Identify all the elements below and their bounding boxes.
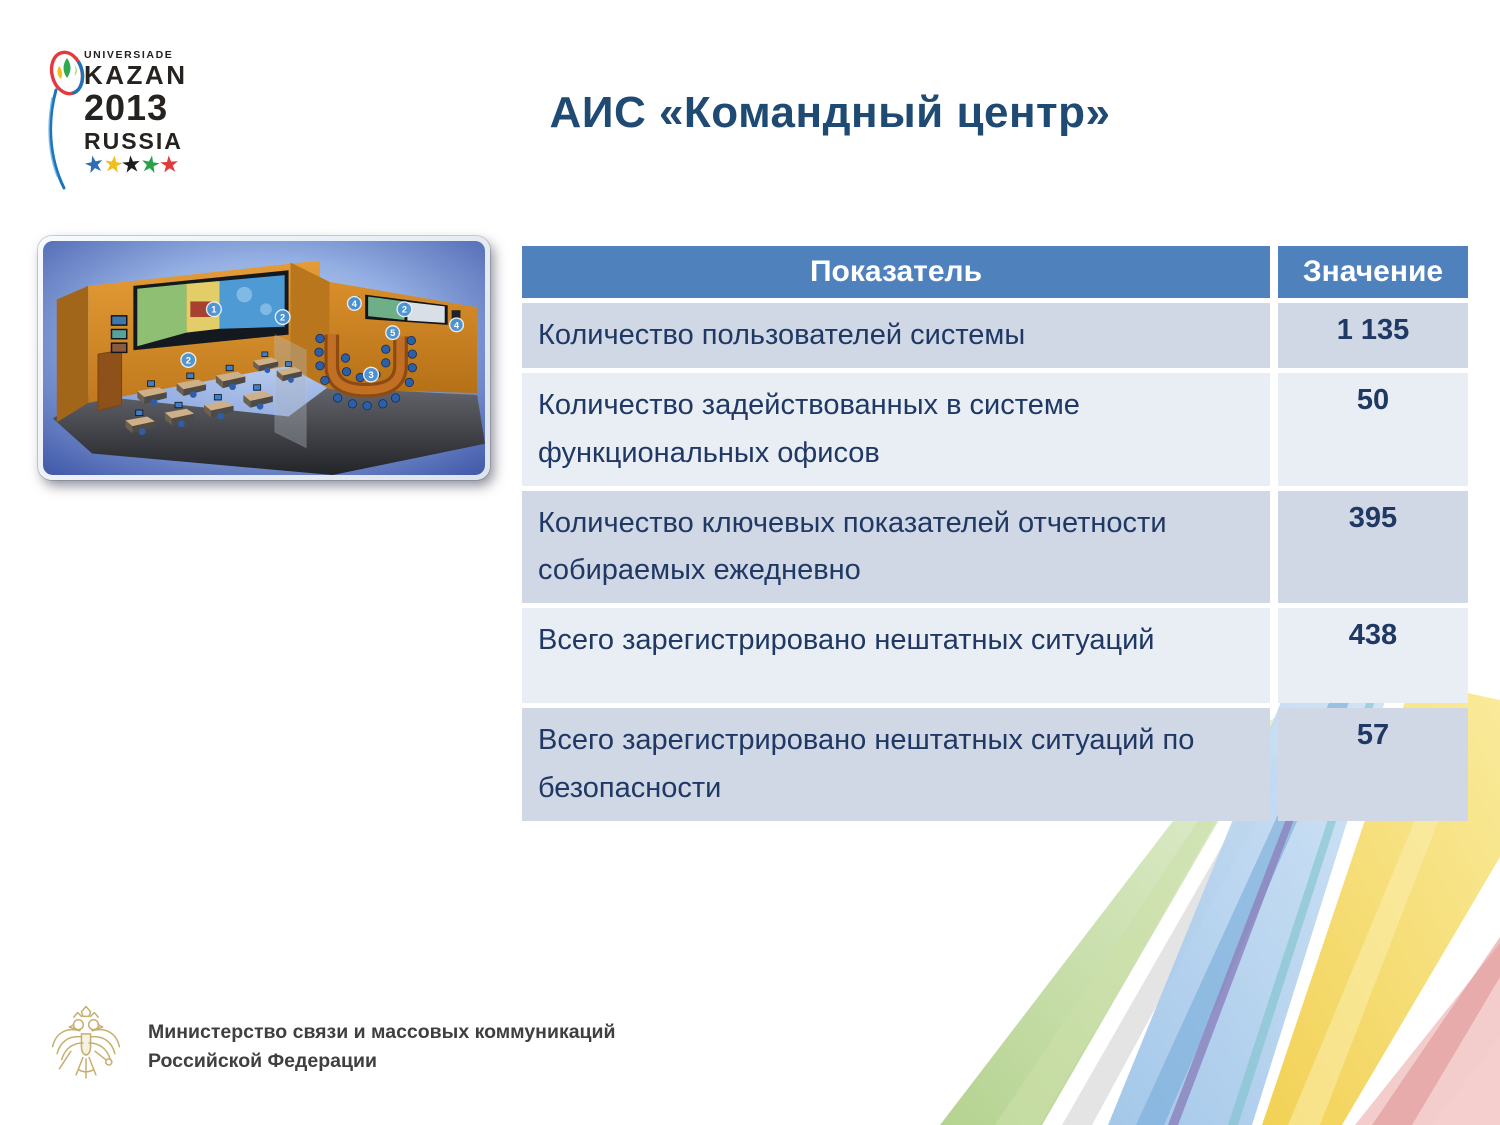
table-row-indicator: Количество пользователей системы (522, 303, 1270, 368)
ministry-eagle-icon (48, 1004, 124, 1088)
table-header-indicator: Показатель (522, 246, 1270, 298)
svg-text:1: 1 (211, 304, 217, 315)
star-icon: ★ (81, 150, 107, 180)
table-row-value: 395 (1278, 491, 1468, 604)
badge-2c (397, 302, 412, 317)
ministry-footer (48, 1004, 616, 1088)
ministry-name (148, 1018, 616, 1076)
badge-3 (364, 367, 379, 382)
page-title: АИС «Командный центр» (549, 88, 1111, 137)
command-center-image (38, 236, 490, 480)
svg-text:5: 5 (390, 328, 396, 339)
table-row-value: 57 (1278, 708, 1468, 821)
table-row-value: 1 135 (1278, 303, 1468, 368)
badge-2 (275, 310, 290, 325)
command-center-render (43, 241, 485, 475)
logo-russia-text: RUSSIA (84, 128, 183, 154)
badge-2b (181, 353, 196, 368)
ministry-line2: Российской Федерации (148, 1050, 377, 1072)
table-row-indicator: Количество ключевых показателей отчетности собираемых ежедневно (522, 491, 1270, 604)
star-icon: ★ (119, 150, 144, 180)
universiade-kazan-logo (40, 36, 215, 201)
table-row-indicator: Количество задействованных в системе функциональных офисов (522, 373, 1270, 486)
svg-text:2: 2 (280, 312, 286, 323)
table-row-indicator: Всего зарегистрировано нештатных ситуаций (522, 608, 1270, 703)
table-row-value: 50 (1278, 373, 1468, 486)
logo-universiade-text: UNIVERSIADE (84, 49, 174, 61)
svg-text:4: 4 (351, 298, 357, 309)
logo-stars (81, 150, 180, 180)
star-icon: ★ (157, 151, 180, 179)
svg-text:2: 2 (401, 304, 408, 315)
metrics-table (522, 246, 1468, 821)
star-icon: ★ (137, 150, 163, 180)
badge-4b (450, 318, 464, 332)
star-icon: ★ (100, 150, 126, 180)
table-row-value: 438 (1278, 608, 1468, 703)
table-header-value: Значение (1278, 246, 1468, 298)
badge-1 (207, 302, 222, 317)
logo-2013-text: 2013 (84, 87, 169, 128)
table-row-indicator: Всего зарегистрировано нештатных ситуаций по безопасности (522, 708, 1270, 821)
svg-text:2: 2 (185, 355, 191, 366)
logo-kazan-text: KAZAN (84, 60, 188, 90)
ministry-line1: Министерство связи и массовых коммуникаций (148, 1021, 616, 1043)
svg-text:4: 4 (453, 320, 460, 331)
badge-5 (386, 326, 400, 340)
svg-text:3: 3 (368, 370, 374, 380)
badge-4 (347, 297, 361, 311)
